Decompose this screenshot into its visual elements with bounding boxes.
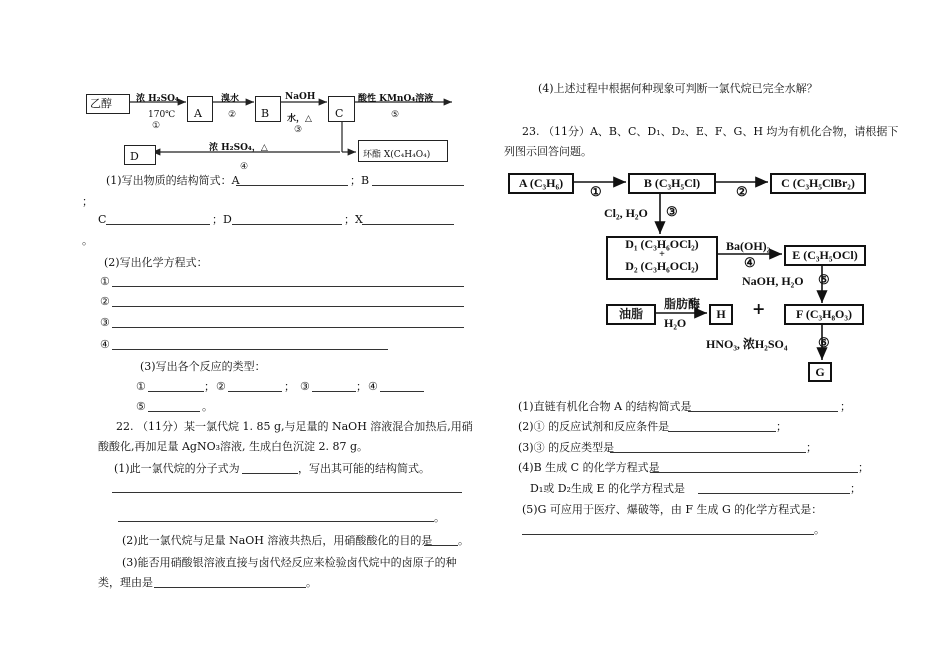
flow-water: H₂O [664, 316, 687, 330]
p22-q3a: (3)能否用硝酸银溶液直接与卤代烃反应来检验卤代烷中的卤原子的种 [122, 556, 457, 569]
q1-c: C [98, 213, 107, 226]
r3-num: ③ [294, 125, 303, 135]
label-product: 环酯 X(C₄H₄O₄) [363, 150, 431, 160]
a3-prompt: (3)③ 的反应类型是 [518, 441, 615, 454]
type-semi-2: ； [284, 380, 295, 393]
eq-num-1: ① [100, 275, 110, 288]
period-2: 。 [202, 400, 213, 413]
flow-box-b [628, 173, 716, 194]
type-num-2: ② [216, 380, 226, 393]
r4-num: ④ [240, 162, 249, 172]
a4b-semi: ； [850, 482, 861, 495]
period-1: 。 [82, 234, 93, 247]
flow-baoh: Ba(OH)₂ [726, 239, 771, 253]
label-a: A [194, 107, 202, 120]
answer-line-b[interactable] [372, 185, 464, 186]
answer-line-x[interactable] [362, 224, 454, 225]
p22-q2: (2)此一氯代烷与足量 NaOH 溶液共热后，用硝酸酸化的目的是 [122, 534, 433, 547]
r2-num: ② [228, 110, 237, 120]
flow-d-plus: + [659, 249, 665, 260]
eq-line-1[interactable] [112, 286, 464, 287]
answer-line-d[interactable] [232, 224, 342, 225]
q2-prompt: (2)写出化学方程式： [104, 256, 208, 269]
a2-line[interactable] [668, 431, 776, 432]
p22-q1: (1)此一氯代烷的分子式为 [114, 462, 240, 475]
flow-f-label: F (C₃H₈O₃) [795, 307, 852, 321]
answer-line-a[interactable] [236, 185, 348, 186]
eq-num-2: ② [100, 295, 110, 308]
label-d: D [130, 150, 139, 163]
type-semi-1: ； [204, 380, 215, 393]
r-q4: (4)上述过程中根据何种现象可判断一氯代烷已完全水解？ [538, 82, 818, 95]
flow-n4: ④ [744, 256, 756, 271]
flow-h-label: H [716, 307, 726, 321]
flow-c-label: C (C₃H₅ClBr₂) [781, 176, 855, 190]
q1-d: ；D [212, 213, 232, 226]
p22-line2: 酸酸化,再加足量 AgNO₃溶液, 生成白色沉淀 2. 87 g。 [98, 440, 369, 453]
a4-prompt: (4)B 生成 C 的化学方程式是 [518, 461, 660, 474]
eq-line-2[interactable] [112, 306, 464, 307]
type-line-3[interactable] [312, 391, 356, 392]
q1-x: ；X [344, 213, 363, 226]
a1-semi: ； [840, 400, 851, 413]
eq-line-3[interactable] [112, 327, 464, 328]
a4b-prompt: D₁或 D₂生成 E 的化学方程式是 [530, 482, 685, 495]
a2-semi: ； [776, 420, 787, 433]
a1-line[interactable] [688, 411, 838, 412]
type-line-4[interactable] [380, 391, 424, 392]
label-ethanol: 乙醇 [90, 97, 112, 110]
flow-naoh: NaOH, H₂O [742, 274, 804, 288]
flow-b-label: B (C₃H₅Cl) [643, 176, 701, 190]
flow-box-f [784, 304, 864, 325]
a5-line[interactable] [522, 534, 814, 535]
period-3: 。 [434, 511, 445, 524]
type-line-1[interactable] [148, 391, 204, 392]
flow-d1-label: D₁ (C₃H₆OCl₂) [625, 237, 699, 251]
eq-line-4[interactable] [112, 349, 388, 350]
p23-line1: 23. （11分）A、B、C、D₁、D₂、E、F、G、H 均为有机化合物，请根据下 [522, 125, 899, 138]
flow-box-d [606, 236, 718, 280]
flow-box-h [709, 304, 733, 325]
flow-d2-label: D₂ (C₃H₆OCl₂) [625, 259, 699, 273]
flow-enzyme: 脂肪酶 [664, 297, 701, 311]
flow-e-label: E (C₃H₅OCl) [792, 248, 858, 262]
r4-top: 浓 H₂SO₄，△ [209, 143, 268, 153]
a4b-line[interactable] [698, 493, 850, 494]
period-4: 。 [458, 534, 469, 547]
a3-line[interactable] [610, 452, 806, 453]
a5-period: 。 [814, 523, 825, 536]
flow-box-oil [606, 304, 656, 325]
a4-semi: ； [858, 461, 869, 474]
type-semi-3: ； [356, 380, 367, 393]
flow-n6: ⑥ [818, 336, 830, 351]
flow-oil-label: 油脂 [618, 307, 643, 321]
q3-prompt: (3)写出各个反应的类型： [140, 360, 266, 373]
flow-hno3: HNO₃, 浓H₂SO₄ [706, 337, 788, 351]
flow-box-c [770, 173, 866, 194]
p22-q3b: 类，理由是 [98, 576, 153, 589]
p22-q1b: ，写出其可能的结构简式。 [298, 462, 430, 475]
type-num-1: ① [136, 380, 146, 393]
flow-cl2: Cl₂, H₂O [604, 206, 648, 220]
label-b: B [261, 107, 270, 120]
r5-num: ⑤ [391, 110, 400, 120]
box-d [124, 145, 156, 165]
type-line-2[interactable] [228, 391, 282, 392]
flow-g-label: G [815, 365, 825, 379]
flow-box-e [784, 245, 866, 266]
r1-bottom: 170℃ [148, 110, 176, 120]
answer-line-c[interactable] [106, 224, 210, 225]
flow-n3: ③ [666, 205, 678, 220]
p22-line-struct-2[interactable] [118, 521, 434, 522]
p22-line1: 22. （11分）某一氯代烷 1. 85 g,与足量的 NaOH 溶液混合加热后,用硝 [116, 420, 473, 433]
flow-plus: + [752, 299, 766, 318]
label-c: C [335, 107, 344, 120]
eq-num-3: ③ [100, 316, 110, 329]
a2-prompt: (2)① 的反应试剂和反应条件是 [518, 420, 670, 433]
a5-prompt: (5)G 可应用于医疗、爆破等，由 F 生成 G 的化学方程式是： [522, 503, 823, 516]
type-num-4: ④ [368, 380, 378, 393]
p22-line-formula[interactable] [242, 473, 298, 474]
type-line-5[interactable] [148, 411, 200, 412]
r5-top: 酸性 KMnO₄溶液 [358, 94, 434, 104]
flow-n2: ② [736, 185, 748, 200]
q1-b: ；B [350, 174, 370, 187]
eq-num-4: ④ [100, 338, 110, 351]
semicolon: ； [82, 195, 93, 208]
p23-line2: 列图示回答问题。 [504, 145, 592, 158]
r3-bottom: 水，△ [287, 114, 312, 124]
flow-n1: ① [590, 185, 602, 200]
p22-line-struct-1[interactable] [112, 492, 462, 493]
period-5: 。 [306, 576, 317, 589]
type-num-3: ③ [300, 380, 310, 393]
flow-a-label: A (C₃H₆) [518, 176, 564, 190]
p22-line-purpose[interactable] [424, 545, 458, 546]
r3-top: NaOH [285, 92, 316, 102]
a3-semi: ； [806, 441, 817, 454]
type-num-5: ⑤ [136, 400, 146, 413]
r2-top: 溴水 [221, 94, 240, 104]
r1-top: 浓 H₂SO₄ [136, 94, 179, 104]
a1-prompt: (1)直链有机化合物 A 的结构简式是 [518, 400, 692, 413]
q1-prompt: (1)写出物质的结构简式：A [106, 174, 240, 187]
a4-line[interactable] [650, 472, 858, 473]
flow-box-g [808, 362, 832, 382]
p22-line-reason[interactable] [154, 587, 306, 588]
r1-num: ① [152, 121, 161, 131]
flow-box-a [508, 173, 574, 194]
flow-n5: ⑤ [818, 273, 830, 288]
